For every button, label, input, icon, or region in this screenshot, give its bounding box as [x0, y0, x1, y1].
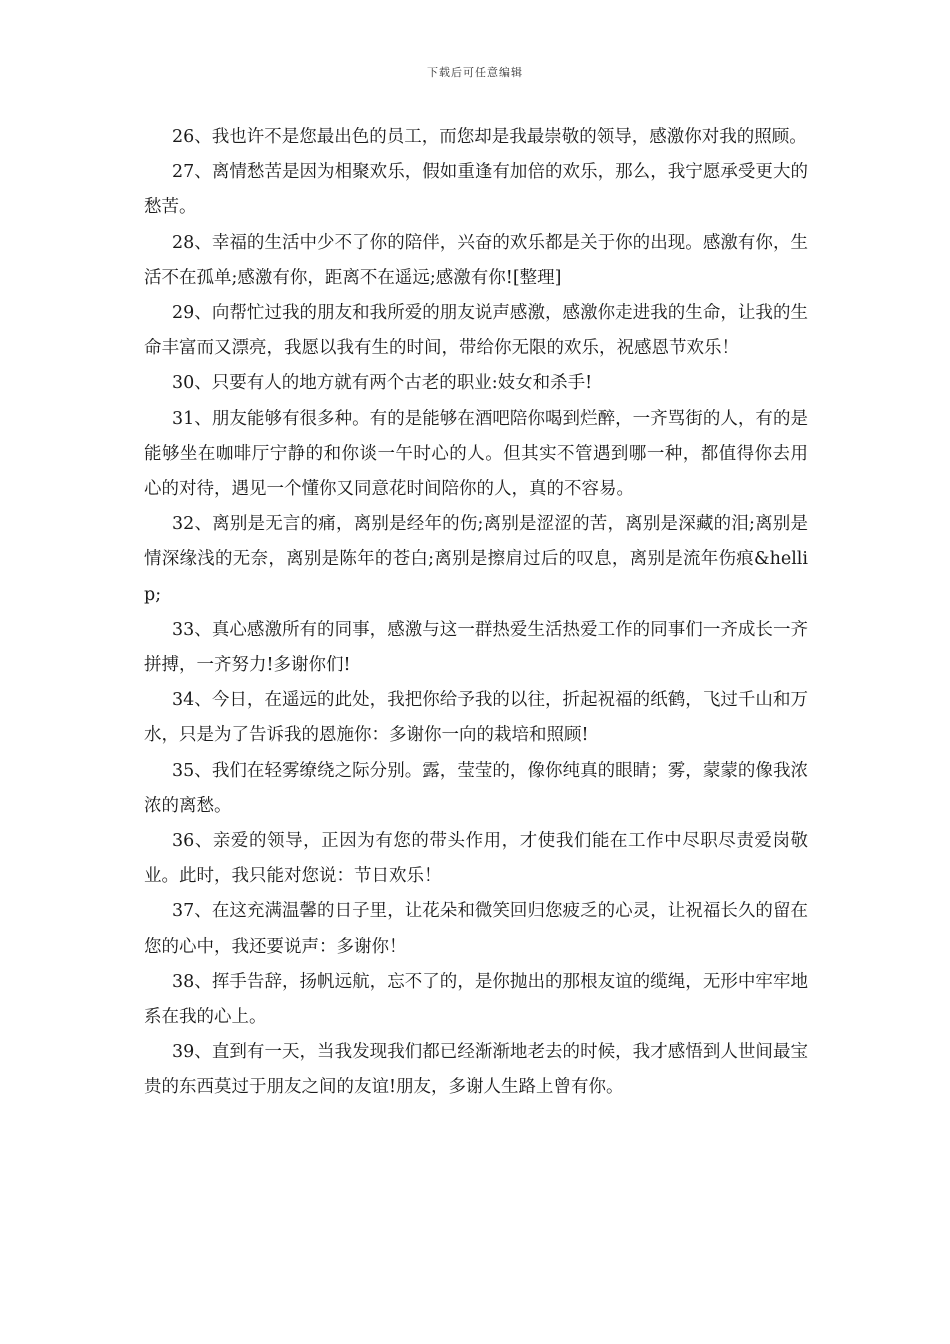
paragraph-39: 39、直到有一天，当我发现我们都已经渐渐地老去的时候，我才感悟到人世间最宝贵的东西莫过于朋友之间的友谊!朋友，多谢人生路上曾有你。 — [144, 1042, 808, 1098]
paragraph-33: 33、真心感激所有的同事，感激与这一群热爱生活热爱工作的同事们一齐成长一齐拼搏，一齐努力!多谢你们! — [144, 619, 808, 676]
paragraph-26: 26、我也许不是您最出色的员工，而您却是我最崇敬的领导，感激你对我的照顾。 — [172, 127, 807, 147]
paragraph-35: 35、我们在轻雾缭绕之际分别。露，莹莹的，像你纯真的眼睛；雾，蒙蒙的像我浓浓的离愁。 — [144, 760, 808, 816]
paragraph-34: 34、今日，在遥远的此处，我把你给予我的以往，折起祝福的纸鹤，飞过千山和万水，只是为了告诉我的恩施你：多谢你一向的栽培和照顾! — [144, 690, 808, 746]
header-note: 下载后可任意编辑 — [427, 66, 523, 79]
paragraph-29: 29、向帮忙过我的朋友和我所爱的朋友说声感激，感激你走进我的生命，让我的生命丰富而又漂亮，我愿以我有生的时间，带给你无限的欢乐，祝感恩节欢乐！ — [144, 303, 808, 359]
paragraph-38: 38、挥手告辞，扬帆远航，忘不了的，是你抛出的那根友谊的缆绳，无形中牢牢地系在我的心上。 — [144, 971, 808, 1028]
paragraph-37: 37、在这充满温馨的日子里，让花朵和微笑回归您疲乏的心灵，让祝福长久的留在您的心中，我还要说声：多谢你！ — [144, 901, 808, 957]
paragraph-27: 27、离情愁苦是因为相聚欢乐，假如重逢有加倍的欢乐，那么，我宁愿承受更大的愁苦。 — [144, 162, 808, 218]
paragraph-32: 32、离别是无言的痛，离别是经年的伤;离别是涩涩的苦，离别是深藏的泪;离别是情深缘浅的无奈，离别是陈年的苍白;离别是擦肩过后的叹息，离别是流年伤痕&hellip; — [144, 514, 808, 605]
paragraph-30: 30、只要有人的地方就有两个古老的职业:妓女和杀手! — [172, 373, 593, 394]
paragraph-31: 31、朋友能够有很多种。有的是能够在酒吧陪你喝到烂醉，一齐骂街的人，有的是能够坐在咖啡厅宁静的和你谈一午时心的人。但其实不管遇到哪一种，都值得你去用心的对待，遇见一个懂你又同意花时间陪你的人，真的不容易。 — [144, 408, 808, 500]
document-body — [144, 120, 808, 1106]
paragraph-28: 28、幸福的生活中少不了你的陪伴，兴奋的欢乐都是关于你的出现。感激有你，生活不在孤单;感激有你，距离不在遥远;感激有你![整理] — [144, 232, 808, 288]
paragraph-36: 36、亲爱的领导，正因为有您的带头作用，才使我们能在工作中尽职尽责爱岗敬业。此时，我只能对您说：节日欢乐！ — [144, 831, 808, 887]
